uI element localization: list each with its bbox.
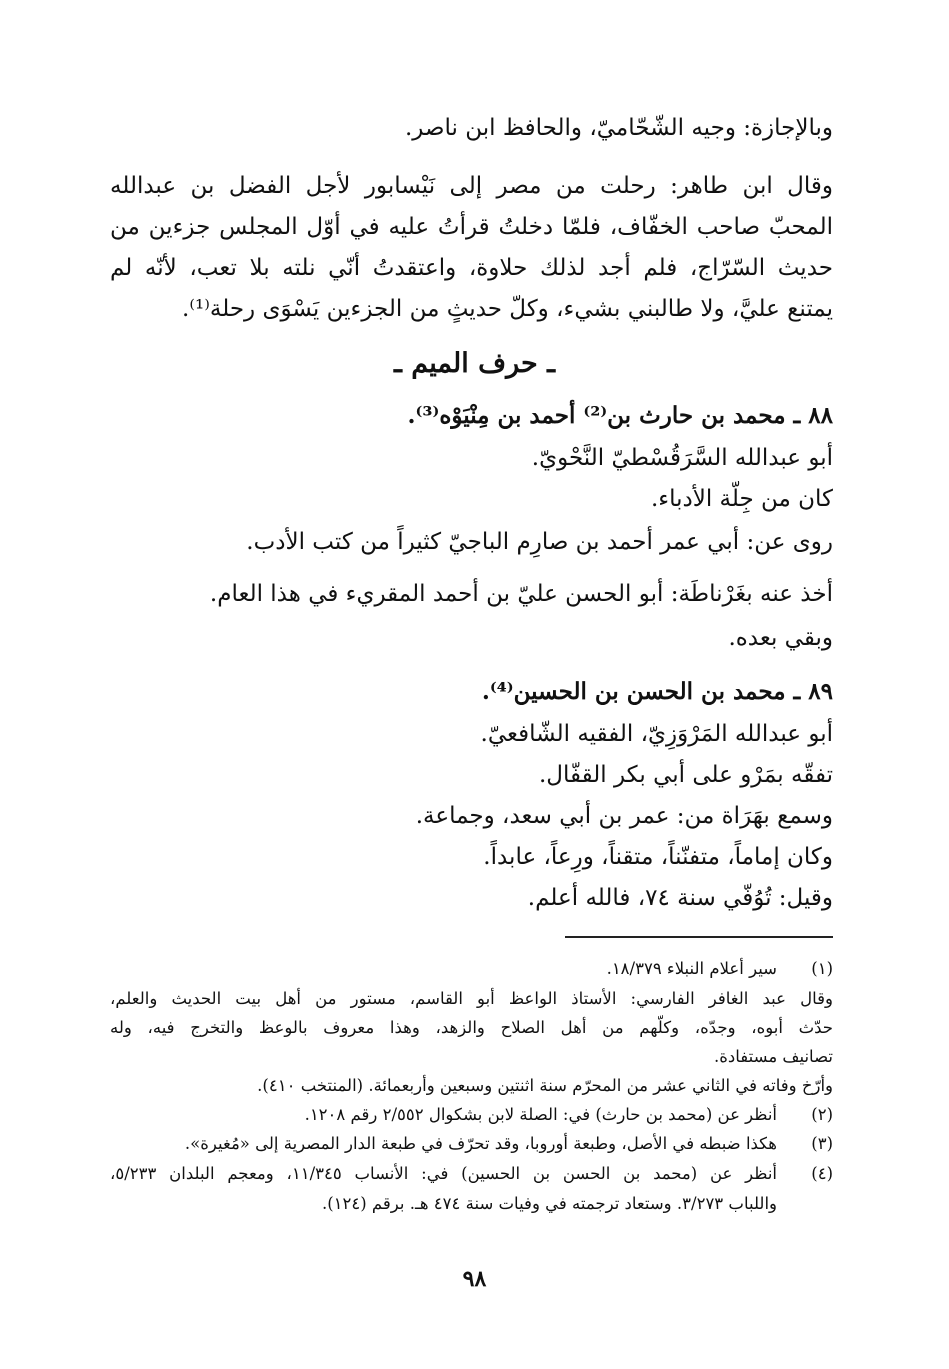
body-line-1: وبالإجازة: وجيه الشّحّاميّ، والحافظ ابن ناصر. — [404, 115, 833, 141]
footnote-number: (١) — [811, 959, 833, 978]
footnote-1 — [110, 956, 833, 982]
footnote-separator — [565, 936, 833, 938]
entry-89-title: ٨٩ ـ محمد بن الحسن بن الحسين⁽⁴⁾. — [481, 678, 833, 705]
section-heading: ـ حرف الميم ـ — [393, 348, 556, 379]
body-line-2: وقال ابن طاهر: رحلت من مصر إلى نَيْسابور لأجل الفضل بن عبدالله — [110, 173, 833, 199]
entry-88-line-5: وبقي بعده. — [728, 625, 833, 651]
body-line-5: يمتنع عليَّ، ولا طالبني بشيء، وكلّ حديثٍ من الجزءين يَسْوَى رحلة⁽¹⁾. — [182, 296, 833, 322]
entry-88-line-1: أبو عبدالله السَّرَقُسْطيّ النَّحْويّ. — [531, 445, 833, 471]
entry-89-line-1: أبو عبدالله المَرْوَزِيّ، الفقيه الشّافعيّ. — [480, 721, 833, 747]
entry-89-line-3: وسمع بهَرَاة من: عمر بن أبي سعد، وجماعة. — [415, 803, 833, 829]
entry-89-line-5: وقيل: تُوُفّي سنة ٧٤، فالله أعلم. — [527, 885, 833, 911]
footnote-text: سير أعلام النبلاء ١٨/٣٧٩. — [606, 959, 777, 978]
footnote-1-line-3 — [110, 1015, 833, 1041]
entry-88-line-3: روى عن: أبي عمر أحمد بن صارِم الباجيّ كثيراً من كتب الأدب. — [246, 529, 833, 555]
footnote-number: (٤) — [811, 1164, 833, 1183]
footnote-text: حدّث أبوه، وجدّه، وكلّهم من أهل الصلاح والزهد، وهذا معروف بالوعظ والتخرج فيه، وله — [110, 1018, 833, 1037]
entry-89-line-2: تفقّه بمَرْو على أبي بكر القفّال. — [538, 762, 833, 788]
footnote-text: تصانيف مستفادة. — [714, 1047, 833, 1066]
footnote-1-line-5 — [110, 1073, 833, 1099]
footnote-number: (٢) — [811, 1105, 833, 1124]
footnote-number: (٣) — [811, 1134, 833, 1153]
footnote-4 — [110, 1161, 833, 1187]
entry-89-line-4: وكان إماماً، متفنّناً، متقناً، ورِعاً، عابداً. — [483, 844, 833, 870]
footnote-text: واللباب ٣/٢٧٣. وستعاد ترجمته في وفيات سنة ٤٧٤ هـ. برقم (١٢٤). — [321, 1194, 777, 1213]
footnote-text: أنظر عن (محمد بن حارث) في: الصلة لابن بشكوال ٢/٥٥٢ رقم ١٢٠٨. — [304, 1105, 777, 1124]
body-line-4: حديث السّرّاج، فلم أجد لذلك حلاوة، واعتقدتُ أنّي نلته بلا تعب، لأنّه لم — [110, 255, 833, 281]
page-number: ٩٨ — [462, 1266, 487, 1292]
entry-88-line-2: كان من جِلّة الأدباء. — [650, 486, 833, 512]
entry-88-title: ٨٨ ـ محمد بن حارث بن⁽²⁾ أحمد بن مِنْيَوْه⁽³⁾. — [407, 402, 833, 429]
footnote-text: أنظر عن (محمد بن الحسن بن الحسين) في: الأنساب ١١/٣٤٥، ومعجم البلدان ٥/٢٣٣، — [110, 1164, 777, 1183]
footnote-1-line-4 — [110, 1044, 833, 1070]
footnote-4-line-2 — [110, 1191, 833, 1217]
footnote-1-line-2 — [110, 986, 833, 1012]
footnote-text: هكذا ضبطه في الأصل، وطبعة أوروبا، وقد تحرّف في طبعة الدار المصرية إلى «مُغيرة». — [184, 1134, 777, 1153]
footnote-3 — [110, 1131, 833, 1157]
entry-88-line-4: أخذ عنه بغَرْناطَة: أبو الحسن عليّ بن أحمد المقريء في هذا العام. — [209, 581, 833, 607]
body-line-3: المحبّ صاحب الخفّاف، فلمّا دخلتُ قرأتُ عليه في أوّل المجلس جزءين من — [110, 214, 833, 240]
footnote-text: وأرّخ وفاته في الثاني عشر من المحرّم سنة اثنتين وسبعين وأربعمائة. (المنتخب ٤١٠). — [257, 1076, 833, 1095]
footnote-text: وقال عبد الغافر الفارسي: الأستاذ الواعظ أبو القاسم، مستور من أهل بيت الحديث والعلم، — [110, 989, 833, 1008]
footnote-2 — [110, 1102, 833, 1128]
